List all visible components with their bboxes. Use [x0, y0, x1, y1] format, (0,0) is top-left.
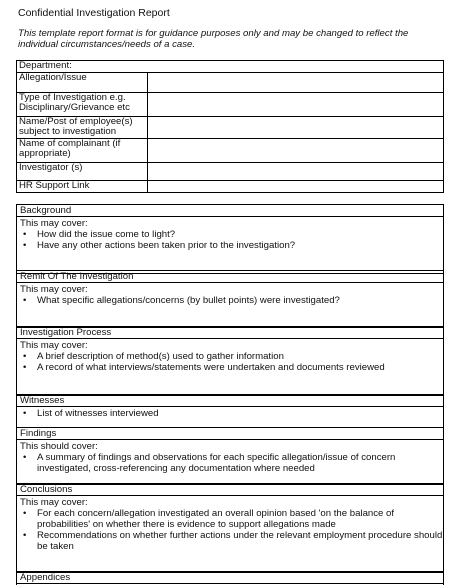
section-lead: This should cover:	[20, 441, 98, 452]
bullet-item: • What specific allegations/concerns (by bullet points) were investigated?	[20, 295, 443, 306]
findings-section	[16, 427, 444, 485]
section-body[interactable]	[17, 496, 443, 552]
section-body[interactable]	[17, 283, 443, 306]
section-lead: This may cover:	[20, 497, 88, 508]
document-title: Confidential Investigation Report	[18, 7, 170, 19]
investigation-process-section	[16, 326, 444, 396]
conclusions-section	[16, 483, 444, 573]
section-lead: This may cover:	[20, 340, 88, 351]
investigation-type-field[interactable]	[148, 92, 444, 116]
investigation-type-label: Type of Investigation e.g. Disciplinary/Grievance etc	[17, 92, 148, 116]
bullet-item: • How did the issue come to light?	[20, 229, 443, 240]
section-heading: Conclusions	[17, 484, 443, 496]
bullet-item: • A summary of findings and observations for each specific allegation/issue of concern investigated, cross-referencing any documentation where needed	[20, 452, 443, 474]
section-heading: Remit Of The Investigation	[17, 271, 443, 283]
bullet-item: • Recommendations on whether further actions under the relevant employment procedure should be taken	[20, 530, 443, 552]
bullet-item: • Have any other actions been taken prior to the investigation?	[20, 240, 443, 251]
appendices-section	[16, 571, 444, 585]
section-lead: This may cover:	[20, 284, 88, 295]
hr-support-label: HR Support Link	[17, 180, 148, 192]
allegation-label: Allegation/Issue	[17, 72, 148, 92]
complainant-field[interactable]	[148, 138, 444, 162]
intro-text: This template report format is for guidance purposes only and may be changed to reflect the individual circumstances/needs of a case.	[18, 28, 409, 50]
section-body[interactable]	[17, 339, 443, 373]
allegation-field[interactable]	[148, 72, 444, 92]
department-row[interactable]: Department:	[17, 61, 444, 73]
investigator-label: Investigator (s)	[17, 162, 148, 180]
witnesses-section	[16, 394, 444, 428]
section-heading: Witnesses	[17, 395, 443, 407]
section-lead: This may cover:	[20, 218, 88, 229]
bullet-item: • List of witnesses interviewed	[20, 408, 443, 419]
section-heading: Findings	[17, 428, 443, 440]
bullet-item: • For each concern/allegation investigated an overall opinion based 'on the balance of probabilities' on whether there is evidence to support allegations made	[20, 508, 443, 530]
employee-label: Name/Post of employee(s) subject to investigation	[17, 116, 148, 138]
section-body[interactable]	[17, 440, 443, 474]
hr-support-field[interactable]	[148, 180, 444, 192]
remit-section	[16, 270, 444, 328]
section-heading: Background	[17, 205, 443, 217]
section-heading: Investigation Process	[17, 327, 443, 339]
bullet-item: • A record of what interviews/statements were undertaken and documents reviewed	[20, 362, 443, 373]
section-heading: Appendices	[17, 572, 443, 584]
section-body[interactable]	[17, 217, 443, 251]
employee-field[interactable]	[148, 116, 444, 138]
bullet-item: • A brief description of method(s) used to gather information	[20, 351, 443, 362]
section-body[interactable]	[17, 407, 443, 419]
investigator-field[interactable]	[148, 162, 444, 180]
background-section	[16, 204, 444, 274]
details-table	[16, 60, 444, 193]
complainant-label: Name of complainant (if appropriate)	[17, 138, 148, 162]
